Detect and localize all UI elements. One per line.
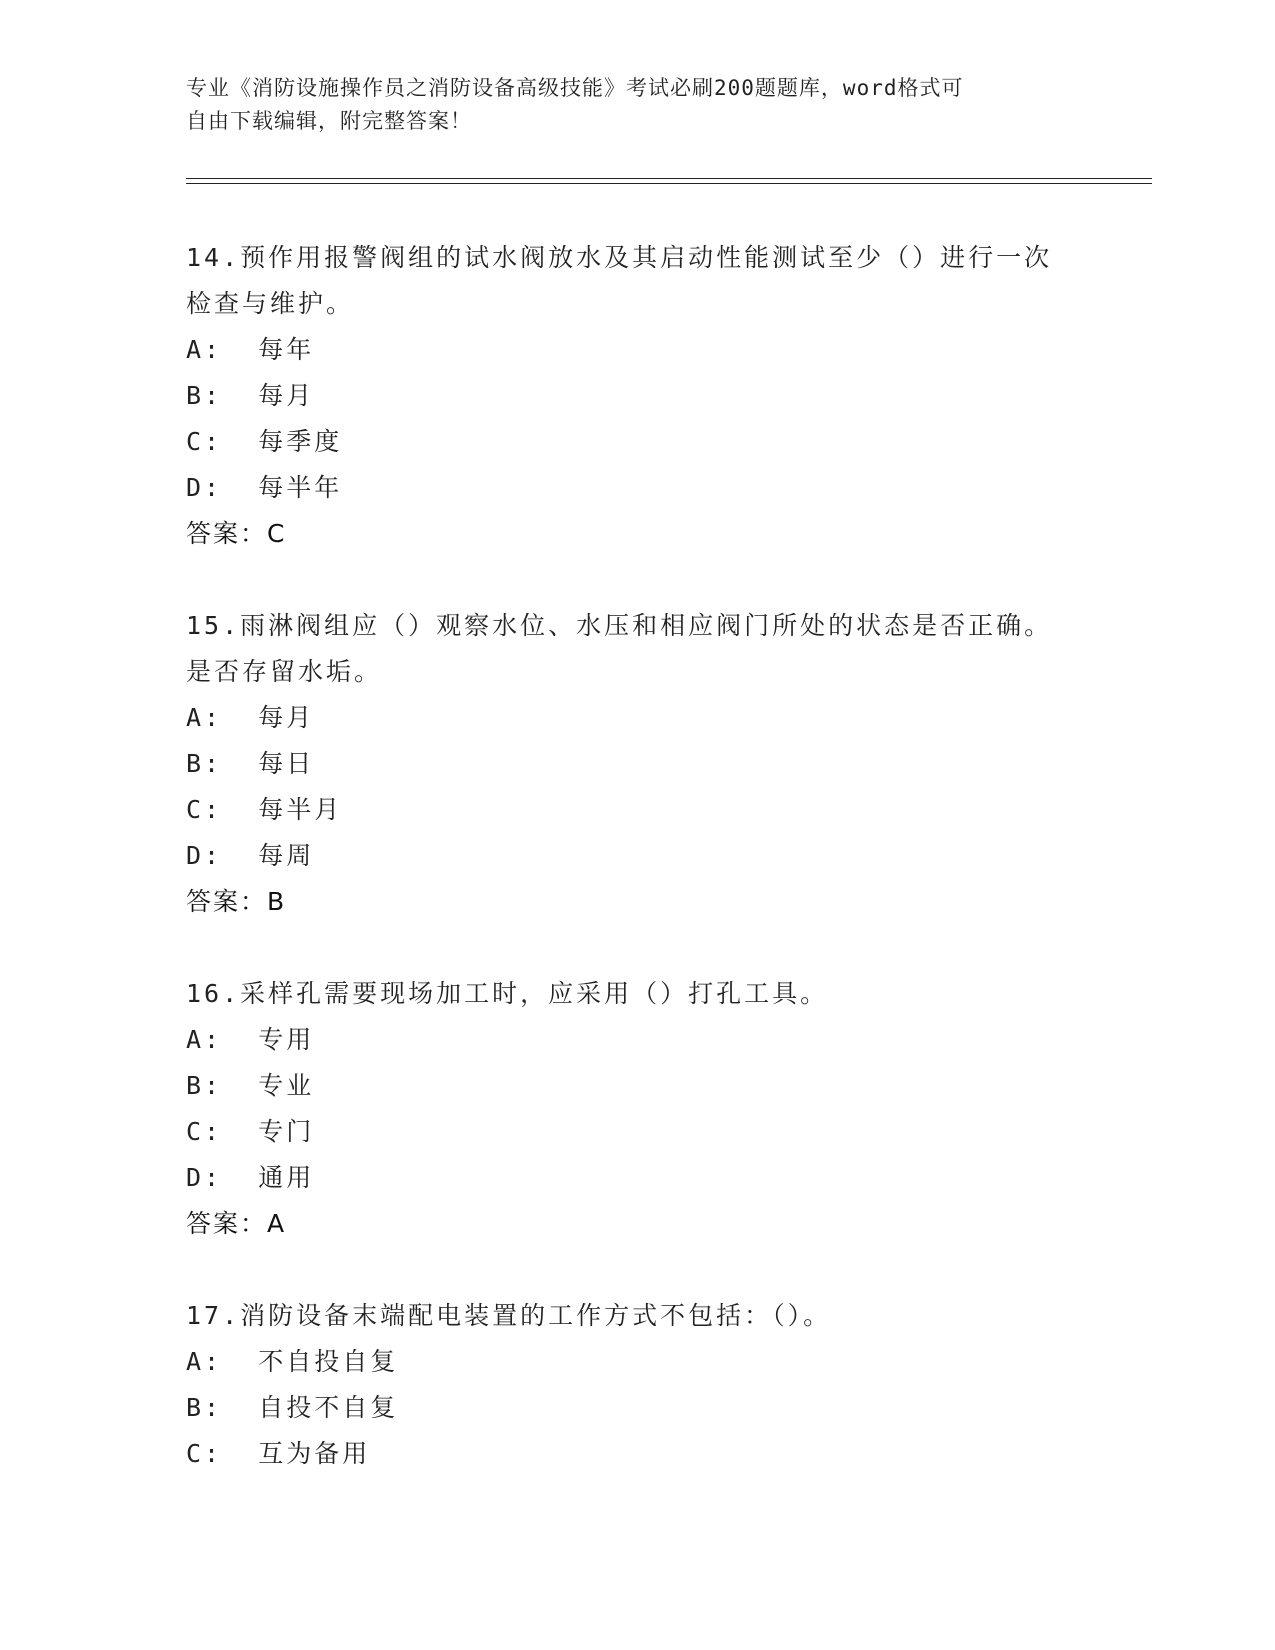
intro-line-1: 专业《消防设施操作员之消防设备高级技能》考试必刷200题题库，word格式可 [186, 76, 964, 100]
question-text [186, 603, 1086, 649]
option-d: D: 通用 [186, 1163, 315, 1192]
option-d: D: 每半年 [186, 473, 343, 502]
question-list [186, 235, 1086, 1523]
question-text-line-2: 是否存留水垢。 [186, 657, 383, 686]
question-text-line-1: 雨淋阀组应（）观察水位、水压和相应阀门所处的状态是否正确。 [240, 611, 1053, 640]
option-b: B: 每日 [186, 749, 315, 778]
question-text [186, 971, 1086, 1017]
question-number: 15. [186, 611, 241, 640]
document-intro [186, 72, 1086, 138]
answer-line: 答案：A [186, 1209, 287, 1238]
intro-line-2: 自由下载编辑，附完整答案！ [186, 109, 472, 133]
option-a: A: 专用 [186, 1025, 315, 1054]
question-17 [186, 1293, 1086, 1477]
option-a: A: 不自投自复 [186, 1347, 399, 1376]
question-number: 14. [186, 243, 241, 272]
option-c: C: 互为备用 [186, 1439, 371, 1468]
option-d: D: 每周 [186, 841, 315, 870]
question-number: 16. [186, 979, 241, 1008]
question-text-line-1: 消防设备末端配电装置的工作方式不包括：（）。 [240, 1301, 832, 1330]
option-c: C: 每季度 [186, 427, 343, 456]
question-text-line-2: 检查与维护。 [186, 289, 355, 318]
question-number: 17. [186, 1301, 241, 1330]
option-c: C: 每半月 [186, 795, 343, 824]
answer-line: 答案：C [186, 519, 287, 548]
question-text [186, 235, 1086, 281]
question-16 [186, 971, 1086, 1247]
option-c: C: 专门 [186, 1117, 315, 1146]
question-text-line-1: 预作用报警阀组的试水阀放水及其启动性能测试至少（）进行一次 [240, 243, 1053, 272]
answer-line: 答案：B [186, 887, 287, 916]
option-b: B: 每月 [186, 381, 315, 410]
question-15 [186, 603, 1086, 925]
header-divider-bottom [186, 183, 1152, 184]
question-14 [186, 235, 1086, 557]
option-a: A: 每年 [186, 335, 315, 364]
option-b: B: 自投不自复 [186, 1393, 399, 1422]
question-text-line-1: 采样孔需要现场加工时，应采用（）打孔工具。 [240, 979, 829, 1008]
option-b: B: 专业 [186, 1071, 315, 1100]
header-divider-top [186, 178, 1152, 179]
option-a: A: 每月 [186, 703, 315, 732]
question-text [186, 1293, 1086, 1339]
